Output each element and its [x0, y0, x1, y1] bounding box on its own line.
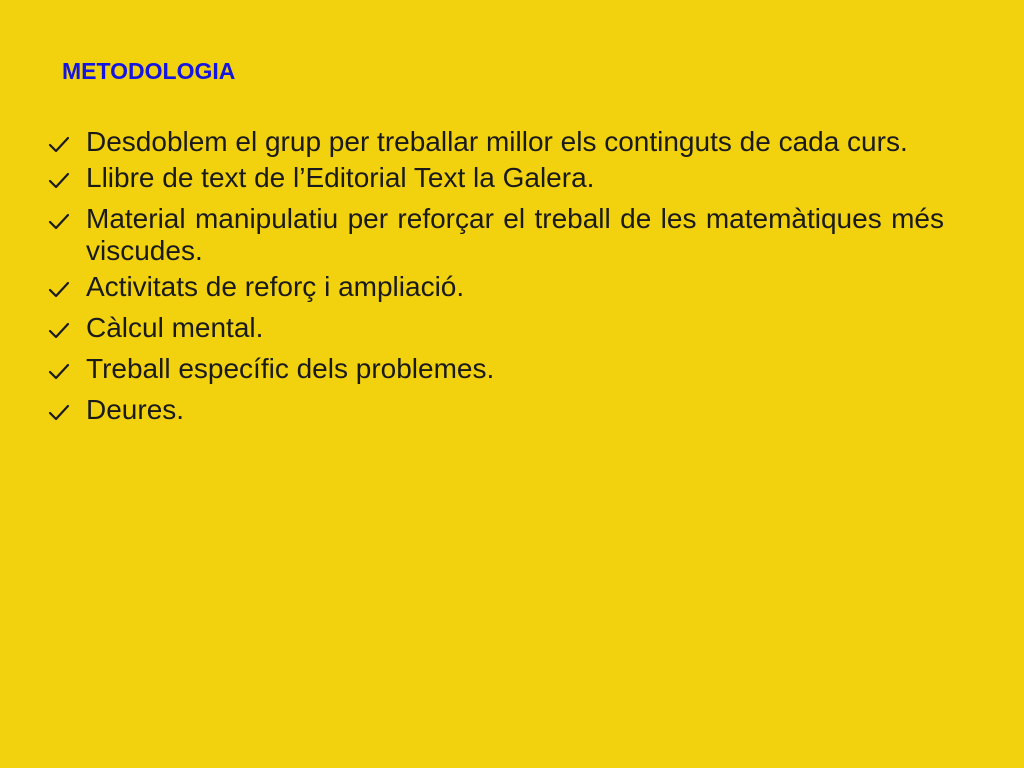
list-item — [46, 271, 944, 303]
bullet-text: Treball específic dels problemes. — [86, 353, 495, 384]
checkmark-icon — [46, 353, 86, 385]
bullet-text: Material manipulatiu per reforçar el treball de les matemàtiques més viscudes. — [86, 203, 944, 266]
list-item — [46, 353, 944, 385]
list-item — [46, 312, 944, 344]
bullet-list — [46, 126, 944, 435]
checkmark-icon — [46, 162, 86, 194]
bullet-text: Activitats de reforç i ampliació. — [86, 271, 465, 302]
bullet-text: Desdoblem el grup per treballar millor els continguts de cada curs. — [86, 126, 908, 157]
checkmark-icon — [46, 394, 86, 426]
list-item — [46, 203, 944, 267]
list-item — [46, 126, 944, 158]
checkmark-icon — [46, 126, 86, 158]
bullet-text: Llibre de text de l’Editorial Text la Galera. — [86, 162, 595, 193]
list-item — [46, 394, 944, 426]
bullet-text: Deures. — [86, 394, 185, 425]
slide-title: METODOLOGIA — [62, 58, 236, 84]
checkmark-icon — [46, 203, 86, 235]
list-item — [46, 162, 944, 194]
checkmark-icon — [46, 271, 86, 303]
checkmark-icon — [46, 312, 86, 344]
bullet-text: Càlcul mental. — [86, 312, 264, 343]
